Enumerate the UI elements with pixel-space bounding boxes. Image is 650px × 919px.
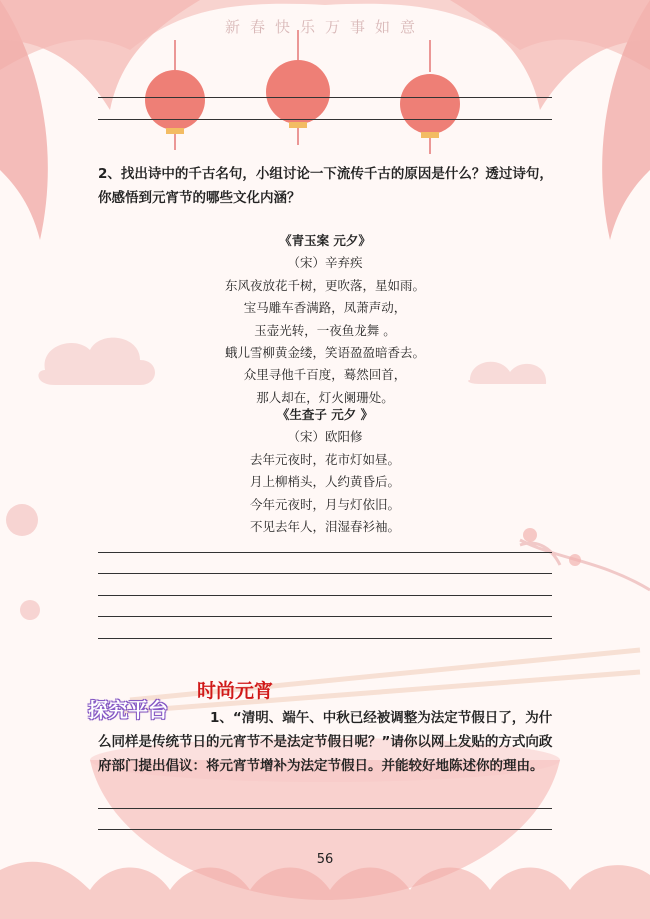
poem-line: 月上柳梢头，人约黄昏后。 bbox=[249, 474, 400, 490]
poem-qingyuan bbox=[200, 230, 450, 409]
answer-line bbox=[98, 616, 552, 617]
poem-line: 那人却在，灯火阑珊处。 bbox=[256, 389, 394, 405]
answer-line bbox=[98, 829, 552, 830]
answer-line bbox=[98, 97, 552, 98]
poem-author: （宋）欧阳修 bbox=[287, 429, 363, 445]
poem-title: 《生查子 元夕 》 bbox=[276, 407, 374, 422]
poem-line: 今年元夜时，月与灯依旧。 bbox=[249, 496, 400, 512]
poem-line: 去年元夜时，花市灯如昼。 bbox=[249, 451, 400, 467]
header-banner-text: 新春快乐万事如意 bbox=[224, 18, 425, 36]
poem-line: 东风夜放花千树，更吹落，星如雨。 bbox=[224, 277, 425, 293]
answer-line bbox=[98, 808, 552, 809]
answer-line bbox=[98, 573, 552, 574]
poem-title: 《青玉案 元夕》 bbox=[279, 233, 371, 248]
answer-line bbox=[98, 119, 552, 120]
poem-line: 宝马雕车香满路，凤萧声动， bbox=[243, 300, 407, 316]
section-badge: 探究平台 bbox=[88, 698, 168, 722]
poem-author: （宋）辛弃疾 bbox=[287, 255, 363, 271]
poem-line: 玉壶光转，一夜鱼龙舞 。 bbox=[254, 322, 396, 338]
question-1-text: 1、“清明、端午、中秋已经被调整为法定节假日了，为什么同样是传统节日的元宵节不是法定节假日呢？”请你以网上发贴的方式向政府部门提出倡议：将元宵节增补为法定节假日。并能较好地陈述你的理由。 bbox=[98, 710, 553, 774]
section-title: 时尚元宵 bbox=[197, 680, 274, 702]
answer-line bbox=[98, 638, 552, 639]
question-2-text: 2、找出诗中的千古名句，小组讨论一下流传千古的原因是什么？透过诗句，你感悟到元宵节的哪些文化内涵？ bbox=[98, 166, 553, 206]
poem-line: 蛾儿雪柳黄金缕，笑语盈盈暗香去。 bbox=[224, 345, 425, 361]
page-number: 56 bbox=[316, 852, 334, 867]
poem-line: 众里寻他千百度，蓦然回首， bbox=[243, 367, 407, 383]
poem-line: 不见去年人，泪湿春衫袖。 bbox=[249, 519, 400, 535]
poem-shengchazi bbox=[200, 404, 450, 538]
answer-line bbox=[98, 552, 552, 553]
answer-line bbox=[98, 595, 552, 596]
